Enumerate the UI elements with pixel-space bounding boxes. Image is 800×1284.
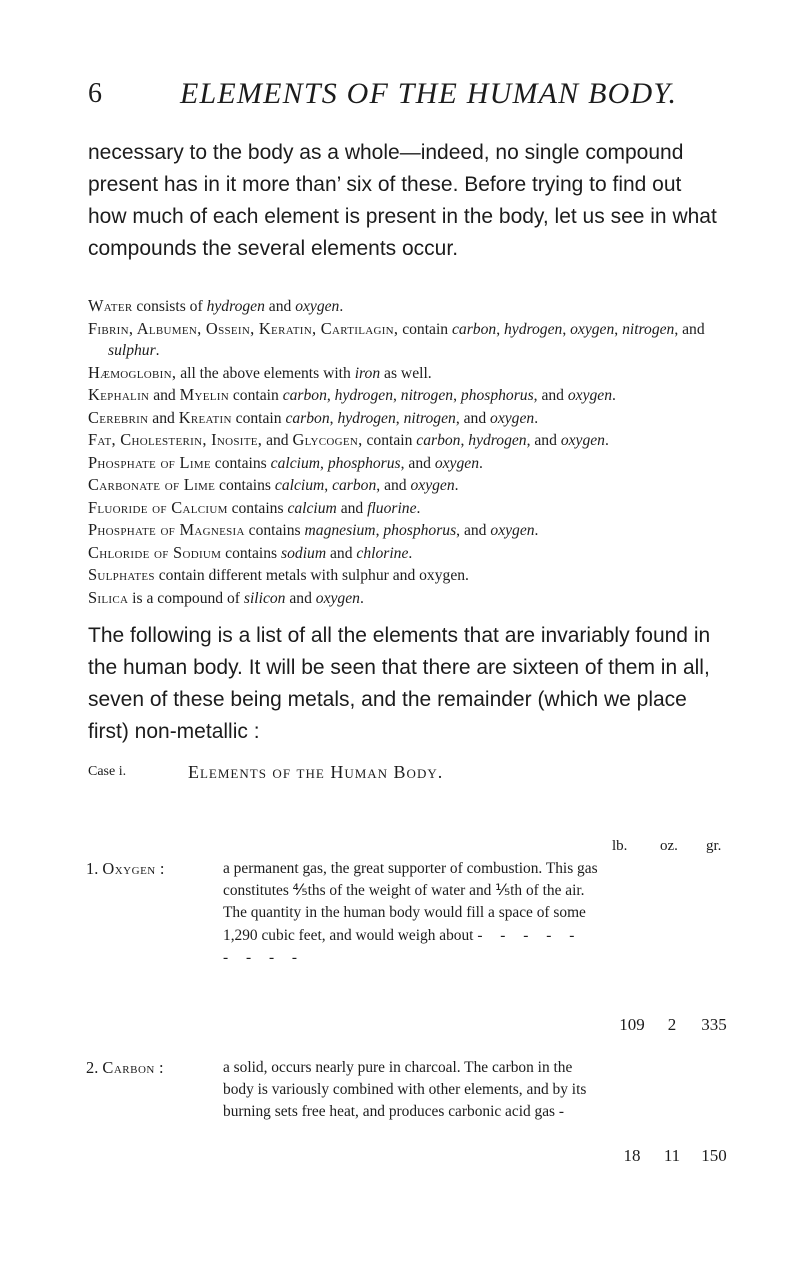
following-text: The following is a list of all the elements that are invariably found in the human body. It will be seen that there are sixteen of them in all, seven of these being metals, and the remainder (which we place first) non-metallic : [88, 624, 711, 743]
running-title: ELEMENTS OF THE HUMAN BODY. [180, 77, 678, 110]
element-name: carbon [416, 432, 461, 449]
compound-entry: Fluoride of Calcium contains calcium and fluorine. [88, 497, 421, 517]
compound-joiner: and [149, 387, 180, 404]
unit-gr: gr. [706, 838, 722, 854]
compound-name: Silica [88, 587, 129, 607]
element-number: 1. [86, 859, 99, 878]
compound-entry: Silica is a compound of silicon and oxygen. [88, 587, 364, 607]
element-name: Oxygen [102, 859, 156, 878]
element-name: hydrogen [206, 298, 265, 315]
compound-text: contain different metals with sulphur and oxygen. [154, 567, 469, 584]
compound-name: Kephalin [88, 385, 150, 404]
element-name: carbon [285, 409, 330, 427]
compound-joiner: and [262, 432, 293, 449]
amount-lb: 109 [619, 1015, 645, 1034]
compound-text: . [359, 589, 364, 607]
page-header [88, 78, 718, 110]
element-name: hydrogen [504, 320, 563, 338]
element-label: 2. Carbon : [86, 1058, 164, 1077]
compound-text: contains [244, 522, 305, 539]
element-name: oxygen [434, 454, 479, 472]
compound-text: contains [221, 544, 282, 562]
dot-leader: - - - - - - - - - [223, 926, 582, 966]
following-paragraph [88, 620, 718, 748]
element-name: carbon [452, 320, 497, 338]
compound-text: contain [228, 387, 283, 404]
description-text: a solid, occurs nearly pure in charcoal. The carbon in the body is variously combined with other elements, and by its burning sets free heat, and produces carbonic acid gas [223, 1059, 587, 1121]
element-name: hydrogen [334, 387, 393, 404]
compound-name: Glycogen, [292, 430, 363, 449]
element-name: sodium [281, 544, 327, 562]
compound-entry: Phosphate of Magnesia contains magnesium, phosphorus, and oxygen. [88, 520, 539, 539]
element-name: hydrogen [337, 409, 396, 427]
compound-text: contain [231, 409, 286, 427]
compound-text: . [534, 409, 539, 427]
compound-name: Sulphates [88, 565, 155, 584]
element-name: oxygen [315, 589, 360, 607]
compound-name: Myelin [179, 385, 229, 404]
compound-name: Fat, Cholesterin, Inosite, [88, 430, 263, 449]
table-caption [88, 762, 718, 786]
compound-entry: Chloride of Sodium contains sodium and chlorine. [88, 542, 413, 562]
element-name: sulphur [108, 342, 156, 359]
compound-text: . [534, 522, 539, 539]
compound-text: all the above elements with [176, 364, 355, 382]
compound-text: as well. [380, 364, 432, 382]
compound-name: Chloride of Sodium [88, 542, 222, 562]
element-name: carbon [332, 477, 377, 494]
element-name: phosphorus [327, 454, 401, 472]
element-name: fluorine [367, 499, 417, 517]
element-name: hydrogen [468, 432, 527, 449]
element-name: nitrogen [622, 320, 675, 338]
compound-text: . [454, 477, 459, 494]
compound-name: Hæmoglobin, [88, 362, 177, 382]
compound-text: . [604, 432, 609, 449]
element-name: nitrogen [403, 409, 456, 427]
compound-text: . [155, 342, 160, 359]
element-name: oxygen [490, 409, 535, 427]
amount-gr: 335 [701, 1015, 727, 1034]
element-name: carbon [282, 387, 327, 404]
description-text: a permanent gas, the great supporter of combustion. This gas constitutes ⅘ths of the weight of water and ⅕th of the air. The quantity in the human body would fill a space of some 1,290 cubic feet, and would weigh about [223, 860, 598, 944]
compound-text: . [408, 544, 413, 562]
compound-entry [88, 362, 718, 385]
page-number: 6 [88, 78, 102, 109]
element-name: calcium [287, 499, 337, 517]
element-name: phosphorus [460, 387, 534, 404]
compound-name: Fibrin, Albumen, Ossein, Keratin, Cartilagin, [88, 318, 399, 338]
compound-name: Cerebrin [88, 407, 149, 427]
element-name: chlorine [356, 544, 409, 562]
intro-text: necessary to the body as a whole—indeed, no single compound present has in it more than’ six of these. Before trying to find out how much of each element is present in the body, let us see in what compounds the several elements occur. [88, 141, 717, 260]
units-header [612, 838, 772, 858]
element-name: oxygen [570, 320, 615, 338]
compound-entry: Water consists of hydrogen and oxygen. [88, 296, 344, 315]
compound-text: contains [215, 477, 275, 494]
element-name: Carbon [102, 1058, 155, 1077]
compound-entry: Cerebrin and Kreatin contain carbon, hydrogen, nitrogen, and oxygen. [88, 407, 539, 427]
element-name: phosphorus [383, 522, 457, 539]
element-name: oxygen [295, 298, 340, 315]
compound-name: Phosphate of Magnesia [88, 520, 245, 539]
element-name: oxygen [560, 432, 605, 449]
compound-entry: Kephalin and Myelin contain carbon, hydrogen, nitrogen, phosphorus, and oxygen. [88, 385, 616, 404]
dot-leader: - [558, 1103, 572, 1121]
compound-joiner: and [148, 409, 179, 427]
element-name: oxygen [490, 522, 535, 539]
element-name: oxygen [567, 387, 613, 404]
compound-text: . [339, 298, 344, 315]
compound-text: is a compound of [128, 589, 244, 607]
compound-name: Fluoride of Calcium [88, 497, 228, 517]
element-name: magnesium [304, 522, 376, 539]
unit-lb: lb. [612, 838, 628, 854]
compound-entry: Fibrin, Albumen, Ossein, Keratin, Cartilagin, contain carbon, hydrogen, oxygen, nitrogen, and sulphur. [88, 318, 705, 359]
intro-paragraph [88, 137, 718, 265]
element-number: 2. [86, 1058, 99, 1077]
compound-text: contain [362, 432, 417, 449]
compound-text: contains [210, 454, 271, 472]
compound-name: Kreatin [178, 407, 232, 427]
table-title: Elements of the Human Body. [188, 762, 444, 782]
element-name: oxygen [410, 477, 455, 494]
compound-entry: Phosphate of Lime contains calcium, phosphorus, and oxygen. [88, 452, 483, 472]
compound-name: Water [88, 296, 133, 315]
compound-text: . [479, 454, 483, 472]
element-description [223, 1057, 599, 1124]
compound-entry: Fat, Cholesterin, Inosite, and Glycogen, contain carbon, hydrogen, and oxygen. [88, 430, 609, 449]
element-name: silicon [243, 589, 286, 607]
compound-entry: Carbonate of Lime contains calcium, carbon, and oxygen. [88, 475, 459, 494]
amount-oz: 2 [667, 1015, 677, 1034]
element-description [223, 858, 599, 969]
compound-text: contains [227, 499, 288, 517]
compounds-list [88, 295, 718, 609]
compound-text: contain [398, 320, 453, 338]
case-label: Case i. [88, 764, 127, 779]
amount-lb: 18 [623, 1146, 641, 1165]
element-name: nitrogen [400, 387, 454, 404]
compound-text: . [612, 387, 616, 404]
element-name: calcium [274, 477, 325, 494]
compound-text: . [416, 499, 421, 517]
amount-oz: 11 [663, 1146, 681, 1165]
compound-name: Carbonate of Lime [88, 475, 216, 494]
compound-name: Phosphate of Lime [88, 452, 211, 472]
compound-text: consists of [132, 298, 207, 315]
element-name: calcium [270, 454, 321, 472]
element-label: 1. Oxygen : [86, 859, 165, 878]
amount-gr: 150 [701, 1146, 727, 1165]
unit-oz: oz. [660, 838, 678, 854]
compound-entry [88, 564, 718, 587]
element-name: iron [354, 364, 381, 382]
